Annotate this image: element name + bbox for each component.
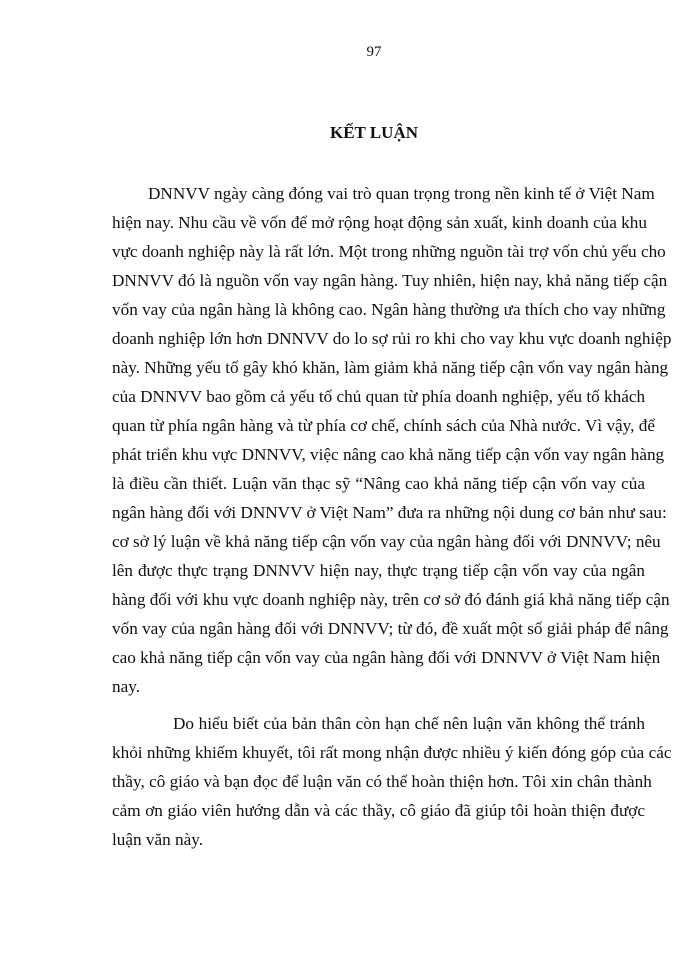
text-line: khỏi những khiếm khuyết, tôi rất mong nhận được nhiều ý kiến đóng góp của các — [112, 743, 672, 762]
text-line: của DNNVV bao gồm cả yếu tố chủ quan từ phía doanh nghiệp, yếu tố khách — [112, 387, 646, 406]
text-line: hàng đối với khu vực doanh nghiệp này, trên cơ sở đó đánh giá khả năng tiếp cận — [112, 590, 670, 609]
text-line: luận văn này. — [112, 830, 203, 849]
text-line: cơ sở lý luận về khả năng tiếp cận vốn vay của ngân hàng đối với DNNVV; nêu — [112, 532, 661, 551]
page-number: 97 — [366, 44, 382, 60]
text-line: vực doanh nghiệp này là rất lớn. Một trong những nguồn tài trợ vốn chủ yếu cho — [112, 242, 666, 261]
text-line: Do hiểu biết của bản thân còn hạn chế nên luận văn không thể tránh — [173, 714, 645, 733]
text-line: DNNVV đó là nguồn vốn vay ngân hàng. Tuy nhiên, hiện nay, khả năng tiếp cận — [112, 271, 668, 290]
paragraph-1 — [112, 179, 672, 701]
text-line: doanh nghiệp lớn hơn DNNVV do lo sợ rủi ro khi cho vay khu vực doanh nghiệp — [112, 329, 672, 348]
text-line: hiện nay. Nhu cầu về vốn để mở rộng hoạt động sản xuất, kinh doanh của khu — [112, 213, 647, 232]
text-line: nay. — [112, 677, 140, 696]
text-line: thầy, cô giáo và bạn đọc để luận văn có thể hoàn thiện hơn. Tôi xin chân thành — [112, 772, 652, 791]
text-line: cảm ơn giáo viên hướng dẫn và các thầy, cô giáo đã giúp tôi hoàn thiện được — [112, 801, 645, 820]
text-line: DNNVV ngày càng đóng vai trò quan trọng trong nền kinh tế ở Việt Nam — [148, 184, 655, 203]
text-line: cao khả năng tiếp cận vốn vay của ngân hàng đối với DNNVV ở Việt Nam hiện — [112, 648, 661, 667]
body-text — [112, 179, 672, 854]
text-line: ngân hàng đối với DNNVV ở Việt Nam” đưa ra những nội dung cơ bản như sau: — [112, 503, 667, 522]
text-line: lên được thực trạng DNNVV hiện nay, thực trạng tiếp cận vốn vay của ngân — [112, 561, 645, 580]
text-line: vốn vay của ngân hàng đối với DNNVV; từ đó, đề xuất một số giải pháp để nâng — [112, 619, 669, 638]
text-line: vốn vay của ngân hàng là không cao. Ngân hàng thường ưa thích cho vay những — [112, 300, 666, 319]
text-line: là điều cần thiết. Luận văn thạc sỹ “Nâng cao khả năng tiếp cận vốn vay của — [112, 474, 645, 493]
paragraph-2 — [112, 709, 672, 854]
text-line: này. Những yếu tố gây khó khăn, làm giảm khả năng tiếp cận vốn vay ngân hàng — [112, 358, 669, 377]
page-title: KẾT LUẬN — [329, 123, 418, 142]
text-line: phát triển khu vực DNNVV, việc nâng cao khả năng tiếp cận vốn vay ngân hàng — [112, 445, 665, 464]
text-line: quan từ phía ngân hàng và từ phía cơ chế, chính sách của Nhà nước. Vì vậy, để — [112, 416, 655, 435]
